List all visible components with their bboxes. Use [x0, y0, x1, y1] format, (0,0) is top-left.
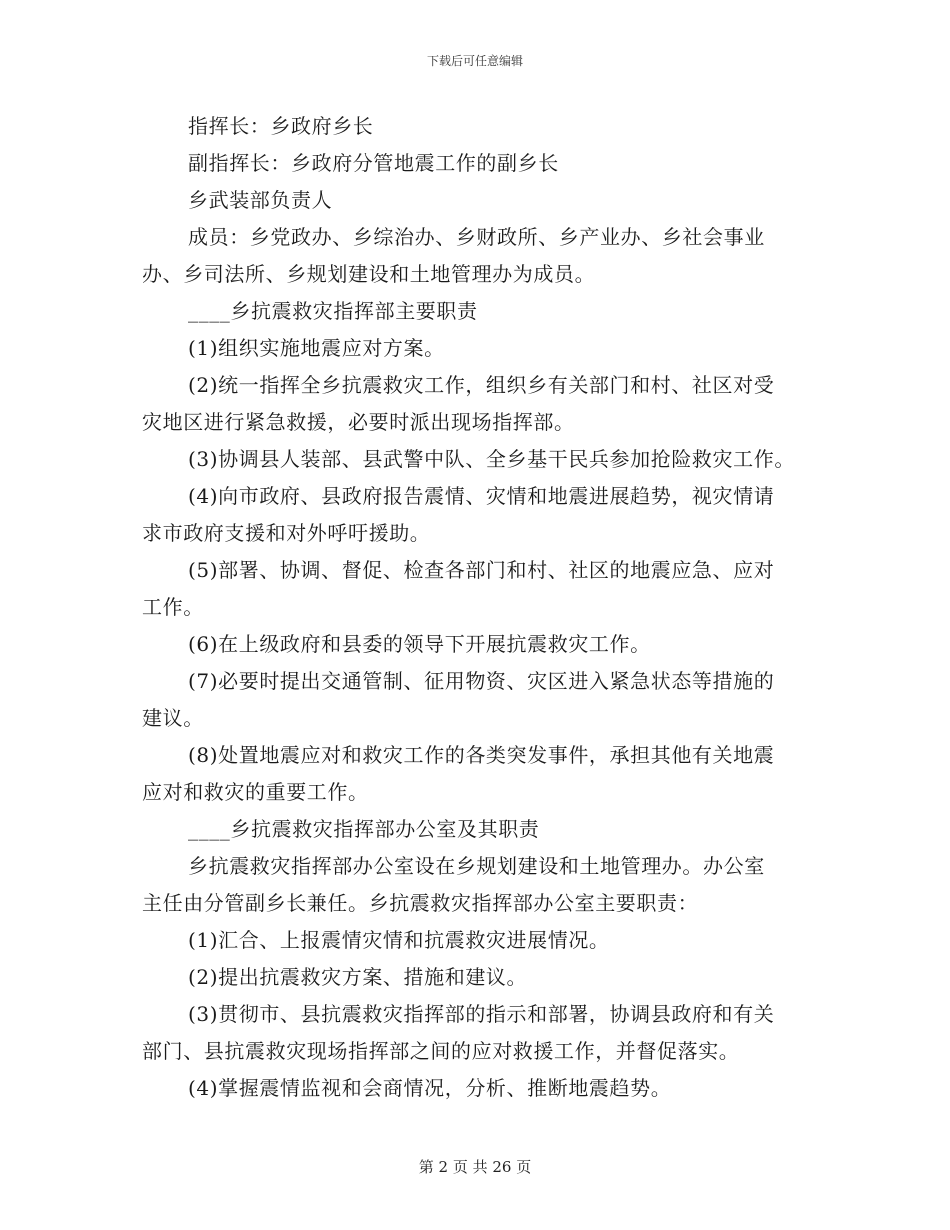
text-line: 灾地区进行紧急救援，必要时派出现场指挥部。 [142, 410, 575, 434]
text-line: (5)部署、协调、督促、检查各部门和村、社区的地震应急、应对 [188, 558, 775, 582]
text-line: 工作。 [142, 595, 204, 619]
text-line: 乡武装部负责人 [188, 188, 333, 212]
text-line: ____乡抗震救灾指挥部主要职责 [188, 299, 478, 323]
document-body [142, 108, 814, 1107]
text-line: 办、乡司法所、乡规划建设和土地管理办为成员。 [142, 262, 596, 286]
text-line: 建议。 [142, 706, 204, 730]
text-line: (8)处置地震应对和救灾工作的各类突发事件，承担其他有关地震 [188, 743, 775, 767]
text-line: (1)组织实施地震应对方案。 [188, 336, 445, 360]
text-line: 副指挥长：乡政府分管地震工作的副乡长 [188, 151, 559, 175]
text-line: 指挥长：乡政府乡长 [188, 114, 374, 138]
text-line: 乡抗震救灾指挥部办公室设在乡规划建设和土地管理办。办公室 [188, 854, 765, 878]
text-line: 应对和救灾的重要工作。 [142, 780, 369, 804]
text-line: (4)掌握震情监视和会商情况，分析、推断地震趋势。 [188, 1076, 672, 1100]
text-line: ____乡抗震救灾指挥部办公室及其职责 [188, 817, 540, 841]
text-line: (3)协调县人装部、县武警中队、全乡基干民兵参加抢险救灾工作。 [188, 447, 795, 471]
text-line: (7)必要时提出交通管制、征用物资、灾区进入紧急状态等措施的 [188, 669, 775, 693]
text-line: (4)向市政府、县政府报告震情、灾情和地震进展趋势，视灾情请 [188, 484, 775, 508]
page-header: 下载后可任意编辑 [426, 54, 523, 68]
text-line: 求市政府支援和对外呼吁援助。 [142, 521, 431, 545]
text-line: (1)汇合、上报震情灾情和抗震救灾进展情况。 [188, 928, 610, 952]
text-line: 主任由分管副乡长兼任。乡抗震救灾指挥部办公室主要职责： [142, 891, 699, 915]
text-line: (2)提出抗震救灾方案、措施和建议。 [188, 965, 528, 989]
text-line: 成员：乡党政办、乡综治办、乡财政所、乡产业办、乡社会事业 [188, 225, 765, 249]
page-footer: 第 2 页 共 26 页 [418, 1158, 532, 1176]
text-line: (2)统一指挥全乡抗震救灾工作，组织乡有关部门和村、社区对受 [188, 373, 775, 397]
text-line: 部门、县抗震救灾现场指挥部之间的应对救援工作，并督促落实。 [142, 1039, 740, 1063]
text-line: (3)贯彻市、县抗震救灾指挥部的指示和部署，协调县政府和有关 [188, 1002, 775, 1026]
text-line: (6)在上级政府和县委的领导下开展抗震救灾工作。 [188, 632, 651, 656]
